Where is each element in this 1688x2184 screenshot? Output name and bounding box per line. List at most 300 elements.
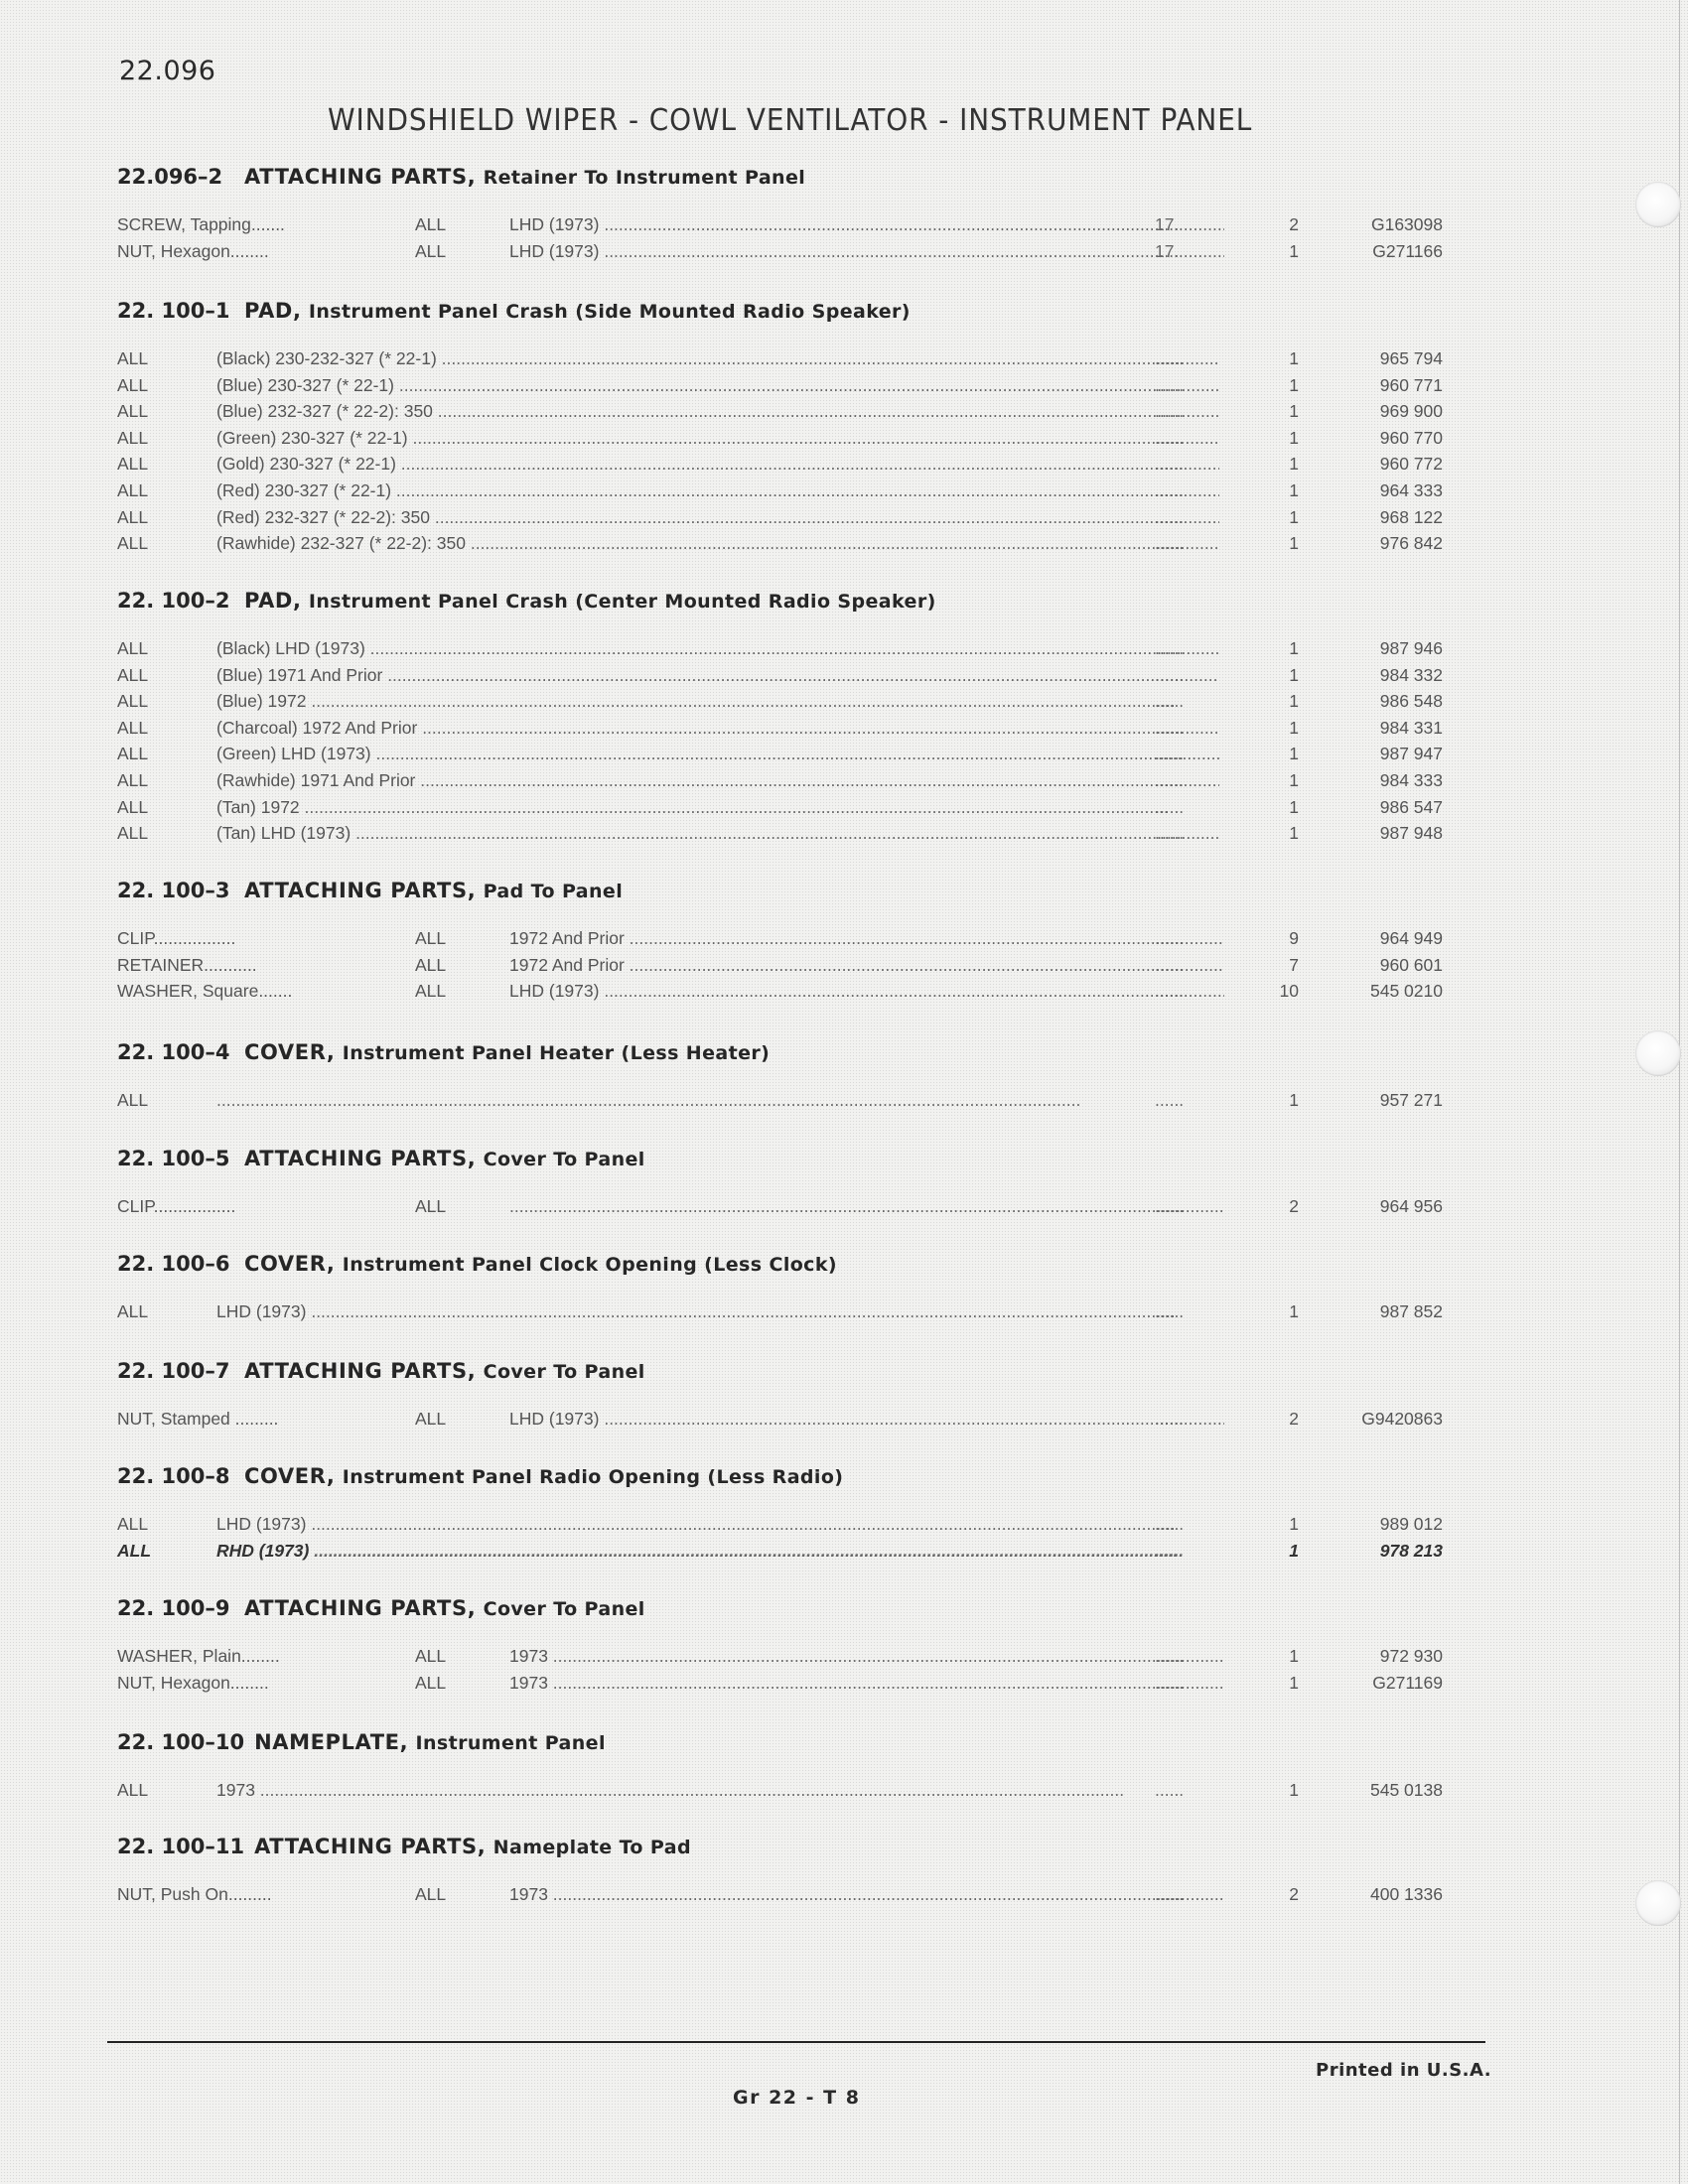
part-item-name: ALL <box>117 479 149 500</box>
section-header <box>117 876 1448 905</box>
part-column-marker: 17. <box>1155 240 1180 261</box>
part-application-text: (Red) 232-327 (* 22-2): 350 <box>216 506 430 527</box>
part-application <box>216 635 1219 662</box>
part-row <box>117 1406 1448 1433</box>
part-application-text: 1973 <box>509 1646 548 1666</box>
part-row <box>117 1298 1448 1325</box>
section <box>117 1356 1448 1433</box>
part-row <box>117 925 1448 952</box>
part-item-name: ALL <box>117 506 149 527</box>
section <box>117 162 1448 264</box>
part-quantity: 1 <box>1289 479 1299 500</box>
section <box>117 1037 1448 1114</box>
part-application-text: (Tan) LHD (1973) <box>216 823 352 844</box>
part-column-marker: ...... <box>1155 374 1185 395</box>
part-number: 984 333 <box>1379 769 1443 790</box>
part-column-marker: ...... <box>1155 691 1185 712</box>
part-application-text: 1973 <box>216 1780 255 1800</box>
section-description: Instrument Panel <box>415 1732 606 1754</box>
section-number: 22. 100–10 <box>117 1730 245 1754</box>
part-application <box>509 238 1224 265</box>
part-column-marker: ...... <box>1155 1540 1185 1561</box>
section-number: 22. 100–3 <box>117 879 230 902</box>
section-part-name: NAMEPLATE, <box>254 1730 409 1754</box>
part-quantity: 1 <box>1289 427 1299 448</box>
part-row <box>117 1511 1448 1538</box>
section-header <box>117 296 1448 326</box>
part-row <box>117 688 1448 715</box>
part-item-name: SCREW, Tapping....... <box>117 214 285 234</box>
part-application-text: (Green) LHD (1973) <box>216 744 371 764</box>
part-application <box>509 1670 1224 1697</box>
part-application-text: (Gold) 230-327 (* 22-1) <box>216 454 396 475</box>
part-number: 987 852 <box>1379 1301 1443 1321</box>
section-number: 22. 100–1 <box>117 299 230 323</box>
part-number: 972 930 <box>1379 1646 1443 1666</box>
binder-hole-middle <box>1635 1030 1681 1076</box>
part-item-name: ALL <box>117 427 149 448</box>
part-quantity: 1 <box>1289 401 1299 422</box>
part-application-text: 1972 And Prior <box>509 928 625 948</box>
part-column-marker: ...... <box>1155 664 1185 685</box>
part-number: 986 548 <box>1379 691 1443 712</box>
part-number: 400 1336 <box>1370 1884 1443 1904</box>
part-row <box>117 238 1448 265</box>
part-quantity: 1 <box>1289 1540 1299 1561</box>
part-column-marker: ...... <box>1155 1646 1185 1666</box>
section-description: Cover To Panel <box>483 1598 645 1620</box>
section-part-name: ATTACHING PARTS, <box>254 1835 487 1858</box>
section-description: Instrument Panel Heater (Less Heater) <box>342 1042 771 1064</box>
part-row <box>117 715 1448 742</box>
part-item-name: ALL <box>117 638 149 658</box>
part-application-text: LHD (1973) <box>509 981 600 1002</box>
section-description: Instrument Panel Radio Opening (Less Radio) <box>342 1466 844 1488</box>
part-application <box>509 952 1224 979</box>
part-number: G9420863 <box>1361 1409 1443 1429</box>
part-application-text: (Black) 230-232-327 (* 22-1) <box>216 348 437 368</box>
part-quantity: 10 <box>1279 981 1299 1002</box>
part-model: ALL <box>415 1409 447 1429</box>
part-row <box>117 978 1448 1005</box>
part-number: G163098 <box>1370 214 1443 234</box>
part-row <box>117 398 1448 425</box>
part-model: ALL <box>415 1672 447 1693</box>
part-item-name: NUT, Hexagon........ <box>117 1672 269 1693</box>
part-application-text: 1973 <box>509 1672 548 1693</box>
part-item-name: ALL <box>117 348 149 368</box>
part-item-name: NUT, Push On......... <box>117 1884 272 1904</box>
section-part-name: ATTACHING PARTS, <box>244 1596 477 1620</box>
part-column-marker: ...... <box>1155 928 1185 948</box>
part-application <box>509 1406 1224 1433</box>
part-application-text: LHD (1973) <box>216 1514 307 1534</box>
part-quantity: 1 <box>1289 1672 1299 1693</box>
part-item-name: ALL <box>117 1540 152 1561</box>
part-number: 964 956 <box>1379 1196 1443 1216</box>
part-application <box>509 925 1224 952</box>
section-number: 22. 100–4 <box>117 1040 230 1064</box>
part-number: 545 0138 <box>1370 1780 1443 1800</box>
part-item-name: ALL <box>117 454 149 475</box>
part-column-marker: ...... <box>1155 1514 1185 1534</box>
section-header <box>117 1356 1448 1386</box>
part-application-text: (Red) 230-327 (* 22-1) <box>216 479 392 500</box>
section-header <box>117 1037 1448 1067</box>
part-application <box>216 372 1219 399</box>
part-model: ALL <box>415 954 447 975</box>
part-quantity: 1 <box>1289 664 1299 685</box>
part-quantity: 1 <box>1289 1301 1299 1321</box>
part-application-text: (Tan) 1972 <box>216 796 300 817</box>
part-model: ALL <box>415 240 447 261</box>
part-quantity: 2 <box>1289 214 1299 234</box>
part-number: 957 271 <box>1379 1090 1443 1110</box>
section-part-name: COVER, <box>244 1252 336 1276</box>
part-row <box>117 1777 1448 1804</box>
part-application-text: (Green) 230-327 (* 22-1) <box>216 427 408 448</box>
part-column-marker: ...... <box>1155 744 1185 764</box>
part-application <box>509 211 1224 238</box>
section-number: 22. 100–9 <box>117 1596 230 1620</box>
part-column-marker: ...... <box>1155 823 1185 844</box>
part-column-marker: ...... <box>1155 1301 1185 1321</box>
section <box>117 296 1448 557</box>
part-quantity: 2 <box>1289 1409 1299 1429</box>
part-item-name: CLIP................. <box>117 1196 236 1216</box>
part-number: 964 949 <box>1379 928 1443 948</box>
part-item-name: ALL <box>117 664 149 685</box>
part-column-marker: ...... <box>1155 954 1185 975</box>
part-column-marker: ...... <box>1155 348 1185 368</box>
part-column-marker: ...... <box>1155 401 1185 422</box>
part-column-marker: ...... <box>1155 1409 1185 1429</box>
section-header <box>117 586 1448 615</box>
part-quantity: 2 <box>1289 1196 1299 1216</box>
page-title: WINDSHIELD WIPER - COWL VENTILATOR - INSTRUMENT PANEL <box>328 103 1253 138</box>
part-item-name: ALL <box>117 533 149 554</box>
part-application <box>509 1193 1224 1220</box>
part-row <box>117 1538 1448 1565</box>
part-application-text: (Blue) 1971 And Prior <box>216 664 383 685</box>
section-part-name: PAD, <box>244 589 302 613</box>
part-application-text: LHD (1973) <box>509 214 600 234</box>
part-column-marker: ...... <box>1155 1196 1185 1216</box>
part-number: 987 948 <box>1379 823 1443 844</box>
part-column-marker: ...... <box>1155 796 1185 817</box>
part-application <box>216 662 1219 689</box>
part-quantity: 1 <box>1289 638 1299 658</box>
part-application <box>216 1538 1219 1565</box>
section-description: Retainer To Instrument Panel <box>483 167 806 189</box>
section-rows <box>117 1511 1448 1564</box>
section-header <box>117 1461 1448 1491</box>
part-item-name: ALL <box>117 744 149 764</box>
section-number: 22. 100–6 <box>117 1252 230 1276</box>
part-model: ALL <box>415 214 447 234</box>
part-number: 989 012 <box>1379 1514 1443 1534</box>
part-row <box>117 767 1448 794</box>
section-header <box>117 1832 1448 1861</box>
part-model: ALL <box>415 928 447 948</box>
part-application-text: RHD (1973) <box>216 1540 310 1561</box>
section-rows <box>117 635 1448 847</box>
part-column-marker: ...... <box>1155 1672 1185 1693</box>
section-number: 22. 100–2 <box>117 589 230 613</box>
part-row <box>117 504 1448 531</box>
section-rows <box>117 1406 1448 1433</box>
part-number: 984 331 <box>1379 717 1443 738</box>
part-number: 960 771 <box>1379 374 1443 395</box>
part-row <box>117 635 1448 662</box>
part-quantity: 1 <box>1289 769 1299 790</box>
section <box>117 586 1448 847</box>
part-row <box>117 1193 1448 1220</box>
part-application <box>216 820 1219 847</box>
printed-in-usa: Printed in U.S.A. <box>1316 2060 1492 2081</box>
part-application <box>216 1298 1219 1325</box>
part-row <box>117 345 1448 372</box>
part-item-name: ALL <box>117 1780 149 1800</box>
part-row <box>117 794 1448 821</box>
part-row <box>117 1643 1448 1670</box>
section <box>117 1249 1448 1325</box>
part-application <box>509 1881 1224 1908</box>
part-row <box>117 1087 1448 1114</box>
part-quantity: 1 <box>1289 374 1299 395</box>
part-quantity: 1 <box>1289 823 1299 844</box>
part-quantity: 7 <box>1289 954 1299 975</box>
part-row <box>117 425 1448 452</box>
section-rows <box>117 211 1448 264</box>
part-number: 987 946 <box>1379 638 1443 658</box>
section-header <box>117 1727 1448 1757</box>
part-row <box>117 662 1448 689</box>
part-column-marker: ...... <box>1155 1884 1185 1904</box>
part-number: 978 213 <box>1379 1540 1443 1561</box>
part-application-text: LHD (1973) <box>509 1409 600 1429</box>
part-application <box>216 1511 1219 1538</box>
part-item-name: ALL <box>117 691 149 712</box>
part-quantity: 1 <box>1289 691 1299 712</box>
section-description: Cover To Panel <box>483 1361 645 1383</box>
part-quantity: 1 <box>1289 348 1299 368</box>
footer-code: Gr 22 - T 8 <box>733 2087 861 2109</box>
part-application <box>216 688 1219 715</box>
part-quantity: 1 <box>1289 240 1299 261</box>
section-rows <box>117 1298 1448 1325</box>
part-application <box>509 1643 1224 1670</box>
part-item-name: WASHER, Plain........ <box>117 1646 280 1666</box>
section-part-name: PAD, <box>244 299 302 323</box>
part-quantity: 1 <box>1289 533 1299 554</box>
part-number: 969 900 <box>1379 401 1443 422</box>
section-header <box>117 162 1448 192</box>
part-application-text: LHD (1973) <box>216 1301 307 1321</box>
section-part-name: COVER, <box>244 1040 336 1064</box>
part-column-marker: ...... <box>1155 1780 1185 1800</box>
section <box>117 876 1448 1005</box>
section-description: Pad To Panel <box>483 881 624 902</box>
section-rows <box>117 345 1448 557</box>
part-application <box>216 767 1219 794</box>
part-quantity: 1 <box>1289 454 1299 475</box>
part-item-name: NUT, Hexagon........ <box>117 240 269 261</box>
part-item-name: ALL <box>117 374 149 395</box>
part-row <box>117 1670 1448 1697</box>
section-description: Instrument Panel Crash (Side Mounted Radio Speaker) <box>308 301 911 323</box>
part-application <box>216 425 1219 452</box>
part-row <box>117 372 1448 399</box>
part-row <box>117 478 1448 504</box>
section-description: Instrument Panel Crash (Center Mounted Radio Speaker) <box>308 591 936 613</box>
part-item-name: ALL <box>117 401 149 422</box>
part-column-marker: ...... <box>1155 769 1185 790</box>
section-part-name: ATTACHING PARTS, <box>244 879 477 902</box>
part-number: 964 333 <box>1379 479 1443 500</box>
part-row <box>117 530 1448 557</box>
binder-hole-bottom <box>1635 1880 1681 1926</box>
part-row <box>117 952 1448 979</box>
part-number: 968 122 <box>1379 506 1443 527</box>
part-row <box>117 1881 1448 1908</box>
part-model: ALL <box>415 981 447 1002</box>
part-quantity: 9 <box>1289 928 1299 948</box>
section-rows <box>117 1193 1448 1220</box>
part-quantity: 1 <box>1289 796 1299 817</box>
part-item-name: ALL <box>117 823 149 844</box>
part-column-marker: ...... <box>1155 638 1185 658</box>
section-description: Instrument Panel Clock Opening (Less Clock) <box>342 1254 837 1276</box>
part-number: 960 770 <box>1379 427 1443 448</box>
part-application <box>216 478 1219 504</box>
part-item-name: WASHER, Square....... <box>117 981 293 1002</box>
section-description: Nameplate To Pad <box>492 1837 691 1858</box>
footer-rule <box>107 2041 1485 2043</box>
section-number: 22. 100–8 <box>117 1464 230 1488</box>
part-application <box>216 530 1219 557</box>
part-item-name: RETAINER........... <box>117 954 257 975</box>
part-model: ALL <box>415 1884 447 1904</box>
page-number: 22.096 <box>119 56 216 86</box>
section <box>117 1461 1448 1564</box>
part-number: 960 772 <box>1379 454 1443 475</box>
part-application <box>216 715 1219 742</box>
part-row <box>117 451 1448 478</box>
section-part-name: ATTACHING PARTS, <box>244 165 477 189</box>
part-number: 960 601 <box>1379 954 1443 975</box>
part-quantity: 1 <box>1289 1090 1299 1110</box>
part-number: G271166 <box>1372 240 1443 261</box>
part-number: 984 332 <box>1379 664 1443 685</box>
part-quantity: 1 <box>1289 1514 1299 1534</box>
part-column-marker: ...... <box>1155 427 1185 448</box>
part-quantity: 1 <box>1289 1646 1299 1666</box>
section <box>117 1727 1448 1804</box>
part-application <box>509 978 1224 1005</box>
part-item-name: ALL <box>117 796 149 817</box>
part-column-marker: ...... <box>1155 454 1185 475</box>
section-part-name: COVER, <box>244 1464 336 1488</box>
part-application-text: (Blue) 230-327 (* 22-1) <box>216 374 394 395</box>
part-number: 976 842 <box>1379 533 1443 554</box>
part-item-name: CLIP................. <box>117 928 236 948</box>
part-number: 987 947 <box>1379 744 1443 764</box>
part-column-marker: ...... <box>1155 479 1185 500</box>
part-item-name: ALL <box>117 769 149 790</box>
part-quantity: 1 <box>1289 506 1299 527</box>
part-application <box>216 451 1219 478</box>
section-part-name: ATTACHING PARTS, <box>244 1147 477 1170</box>
part-column-marker: 17. <box>1155 214 1180 234</box>
part-item-name: ALL <box>117 1301 149 1321</box>
part-quantity: 1 <box>1289 744 1299 764</box>
part-quantity: 1 <box>1289 1780 1299 1800</box>
part-row <box>117 820 1448 847</box>
part-application-text: (Black) LHD (1973) <box>216 638 365 658</box>
part-column-marker: ...... <box>1155 506 1185 527</box>
part-quantity: 2 <box>1289 1884 1299 1904</box>
section-description: Cover To Panel <box>483 1149 645 1170</box>
section-rows <box>117 1643 1448 1696</box>
part-column-marker: ...... <box>1155 717 1185 738</box>
part-item-name: NUT, Stamped ......... <box>117 1409 279 1429</box>
part-number: 986 547 <box>1379 796 1443 817</box>
page-edge <box>1679 0 1680 2184</box>
section-header <box>117 1593 1448 1623</box>
part-application-text: (Rawhide) 1971 And Prior <box>216 769 416 790</box>
part-number: 965 794 <box>1379 348 1443 368</box>
section-number: 22.096–2 <box>117 165 223 189</box>
part-application-text: (Rawhide) 232-327 (* 22-2): 350 <box>216 533 466 554</box>
section-rows <box>117 1777 1448 1804</box>
section-part-name: ATTACHING PARTS, <box>244 1359 477 1383</box>
section-rows <box>117 1087 1448 1114</box>
part-application <box>216 741 1219 767</box>
section <box>117 1144 1448 1220</box>
part-application-text: 1973 <box>509 1884 548 1904</box>
part-column-marker: ...... <box>1155 533 1185 554</box>
section-header <box>117 1144 1448 1173</box>
part-column-marker: ...... <box>1155 1090 1185 1110</box>
part-application-text: LHD (1973) <box>509 240 600 261</box>
part-row <box>117 741 1448 767</box>
part-application-text: (Charcoal) 1972 And Prior <box>216 717 418 738</box>
section-rows <box>117 1881 1448 1908</box>
part-number: G271169 <box>1372 1672 1443 1693</box>
section-header <box>117 1249 1448 1279</box>
binder-hole-top <box>1635 182 1681 227</box>
section <box>117 1832 1448 1908</box>
part-column-marker: ...... <box>1155 981 1185 1002</box>
part-item-name: ALL <box>117 717 149 738</box>
part-application <box>216 1087 1219 1114</box>
section-number: 22. 100–11 <box>117 1835 245 1858</box>
part-application <box>216 398 1219 425</box>
part-application <box>216 1777 1219 1804</box>
section-number: 22. 100–5 <box>117 1147 230 1170</box>
part-application <box>216 345 1219 372</box>
part-model: ALL <box>415 1646 447 1666</box>
section-number: 22. 100–7 <box>117 1359 230 1383</box>
part-quantity: 1 <box>1289 717 1299 738</box>
part-application-text: (Blue) 232-327 (* 22-2): 350 <box>216 401 433 422</box>
part-model: ALL <box>415 1196 447 1216</box>
part-application-text: 1972 And Prior <box>509 954 625 975</box>
part-application <box>216 504 1219 531</box>
section <box>117 1593 1448 1696</box>
part-row <box>117 211 1448 238</box>
